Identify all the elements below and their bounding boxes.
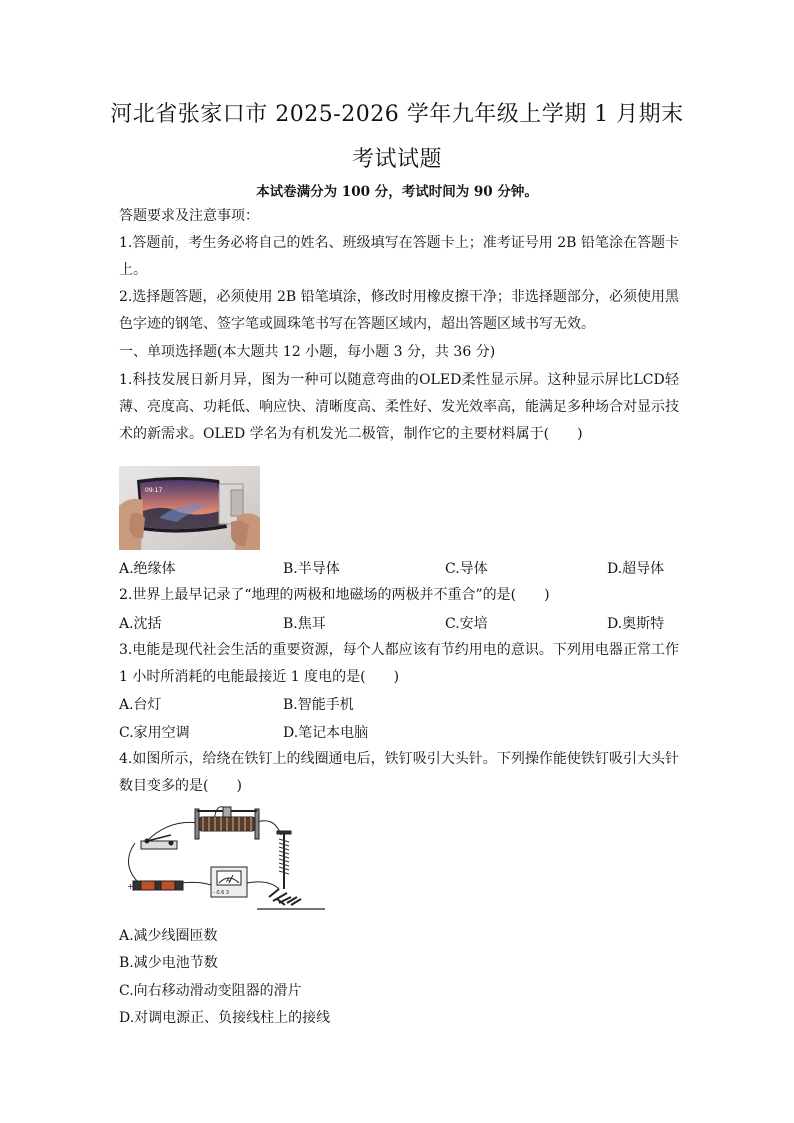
- instructions-heading: 答题要求及注意事项：: [119, 208, 259, 224]
- q3-option-d: D.笔记本电脑: [283, 725, 369, 741]
- q4-option-c: C.向右移动滑动变阻器的滑片: [119, 983, 302, 999]
- section1-heading: 一、单项选择题(本大题共 12 小题，每小题 3 分，共 36 分): [119, 344, 496, 360]
- q4-option-b: B.减少电池节数: [119, 955, 218, 971]
- instruction-2-line1: 2.选择题答题，必须使用 2B 铅笔填涂，修改时用橡皮擦干净；非选择题部分，必须使用黑: [119, 289, 679, 305]
- q3-option-b: B.智能手机: [283, 697, 354, 713]
- q1-option-b: B.半导体: [283, 561, 340, 577]
- instruction-1-line2: 上。: [119, 262, 147, 278]
- q4-line1: 4.如图所示，给绕在铁钉上的线圈通电后，铁钉吸引大头针。下列操作能使铁钉吸引大头针: [119, 751, 679, 767]
- q2-option-b: B.焦耳: [283, 616, 326, 632]
- ammeter-label: A: [226, 877, 231, 884]
- q2-line1: 2.世界上最早记录了“地理的两极和地磁场的两极并不重合”的是( ): [119, 587, 550, 603]
- ammeter-icon: [211, 867, 247, 897]
- q2-option-a: A.沈括: [119, 616, 162, 632]
- q4-option-d: D.对调电源正、负接线柱上的接线: [119, 1010, 331, 1026]
- switch-icon: [141, 835, 177, 849]
- rheostat-icon: [195, 807, 259, 839]
- q3-line2: 1 小时所消耗的电能最接近 1 度电的是( ): [119, 669, 400, 685]
- q2-option-c: C.安培: [445, 616, 488, 632]
- exam-title-line2: 考试试题: [351, 147, 442, 172]
- battery-icon: [127, 881, 183, 891]
- q1-line1: 1.科技发展日新月异，图为一种可以随意弯曲的OLED柔性显示屏。这种显示屏比LCD轻: [119, 372, 679, 388]
- instruction-2-line2: 色字迹的钢笔、签字笔或圆珠笔书写在答题区域内，超出答题区域书写无效。: [119, 316, 595, 332]
- q3-option-a: A.台灯: [119, 697, 162, 713]
- pins-icon: [257, 889, 325, 909]
- q1-option-c: C.导体: [445, 561, 488, 577]
- instruction-1-line1: 1.答题前，考生务必将自己的姓名、班级填写在答题卡上；准考证号用 2B 铅笔涂在答题卡: [119, 235, 679, 251]
- q3-option-c: C.家用空调: [119, 725, 190, 741]
- iron-nail-coil-icon: [277, 831, 291, 889]
- q2-option-d: D.奥斯特: [607, 616, 665, 632]
- screen-time-text: 09:17: [145, 487, 163, 494]
- q4-line2: 数目变多的是( ): [119, 778, 242, 794]
- q1-line3: 术的新需求。OLED 学名为有机发光二极管，制作它的主要材料属于( ): [119, 426, 583, 442]
- q3-line1: 3.电能是现代社会生活的重要资源，每个人都应该有节约用电的意识。下列用电器正常工作: [119, 642, 679, 658]
- oled-flexible-screen-photo: [119, 466, 260, 550]
- svg-text:+: +: [127, 882, 134, 891]
- q4-option-a: A.减少线圈匝数: [119, 928, 218, 944]
- q1-option-a: A.绝缘体: [119, 561, 176, 577]
- ammeter-scale: - 0.6 3: [213, 890, 230, 896]
- q1-line2: 薄、亮度高、功耗低、响应快、清晰度高、柔性好、发光效率高，能满足多种场合对显示技: [119, 399, 679, 415]
- score-note: 本试卷满分为 100 分，考试时间为 90 分钟。: [256, 184, 538, 200]
- exam-title-line1: 河北省张家口市 2025-2026 学年九年级上学期 1 月期末: [110, 102, 684, 127]
- q1-option-d: D.超导体: [607, 561, 665, 577]
- electromagnet-circuit-diagram: [119, 801, 331, 916]
